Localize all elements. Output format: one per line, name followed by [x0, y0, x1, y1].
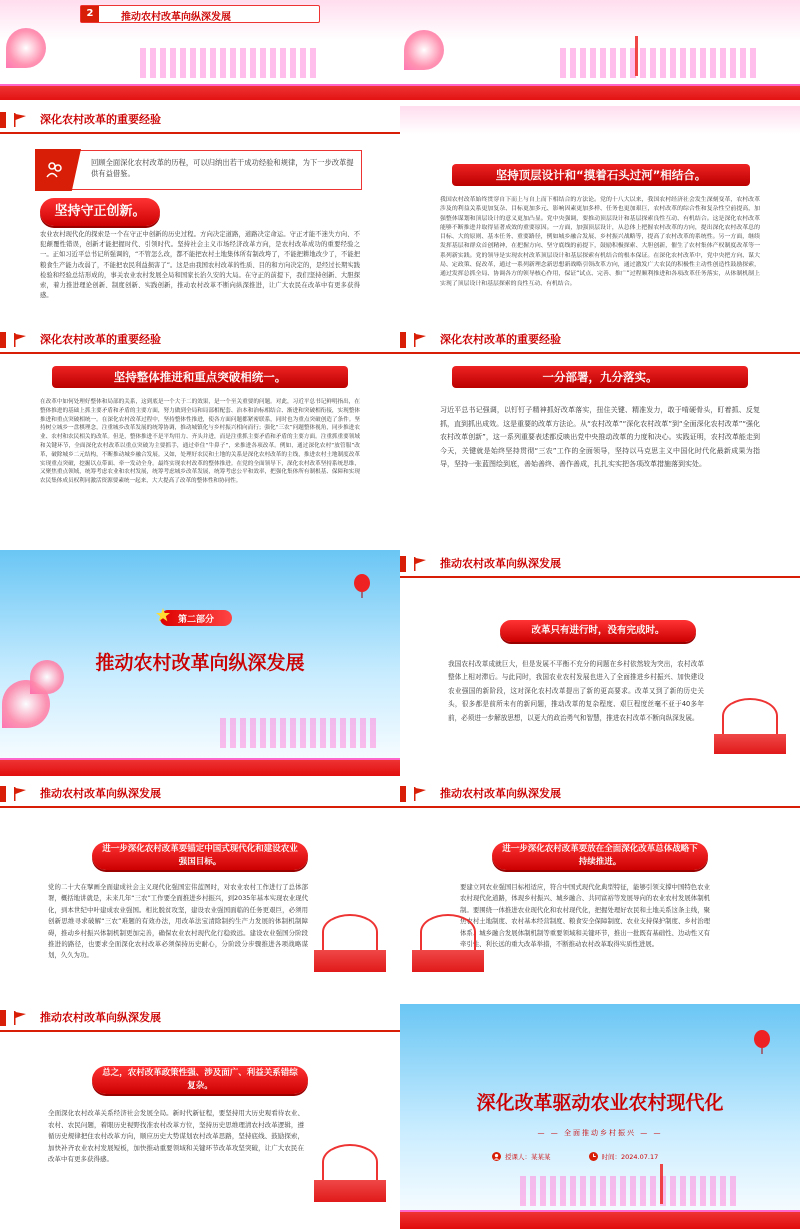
tiananmen-base — [714, 734, 786, 754]
tiananmen-decoration — [322, 914, 378, 950]
slide-body: 党的二十大在擘画全面建成社会主义现代化强国宏伟蓝图时，对农业农村工作进行了总体部署，概括地讲就是，未来几年“三农”工作要全面推进乡村振兴，到2035年基本实现农业现代化，到本世纪中叶建成农业强国。相比脱贫攻坚，建设农业强国面临的任务更艰巨，必须用创新思维寻求破解“三农”难题的有效办法，用改革法宝清除制约生产力发展的体制机制障碍，推动乡村振兴体制机制更加完善，确保农业农村现代化行稳致远。建设农业强国分阶段推进的路径，也要求全面深化农村改革必须保持历史耐心，分阶段分步骤推进各项战略谋划，久久为功。 — [48, 883, 308, 960]
flag-icon — [412, 786, 428, 802]
slide-1 — [0, 0, 400, 100]
slide-body: 在改革中如何处理好整体和局部的关系，这到底是一个大于二的效果，是一个至关重要的问题。对此，习近平总书记鲜明指出，在整体推进的基础上抓主要矛盾和矛盾的主要方面，努力做到全局和局部相配套、治本和治标相结合、渐进和突破相衔接，实现整体推进和重点突破相统一。在深化农村改革过程中，坚持整体性推进，使各方面问题都紧密联系，同时也为重点突破创造了条件。坚持树立城乡一盘棋理念，注重城乡改革发展的统筹协调，推动城镇化与乡村振兴相向而行；强化“三农”问题整体视角，同步推进农业、农村和农民相关的改革。但是，整体推进不是平均用力、齐头并进，而是注重抓主要矛盾和矛盾的主要方面。注重抓重要领域和关键环节，全面深化农村改革以重点突破为主要抓手，通过牵住“牛鼻子”，来推进各项改革。例如，通过深化农村“放管服”改革，破除城乡二元结构，不断推动城乡融合发展。又如，处理好农民和土地的关系是深化农村改革的主线，推进农村土地制度改革实现重点突破，挖掘以点带面、牵一发动全身。最终实现农村改革的整体推进。在党的全面领导下，深化农村改革坚持系统思维，又聚焦重点领域，统筹考虑农业和农村发展，统筹考虑城乡改革发展，统筹考虑公平和效率，把强化集体所有制根基、保障和实现农民集体成员权利同激活资源要素统一起来，大大提高了改革的整体性和协同性。 — [40, 399, 360, 485]
slide-header-title: 推动农村改革向纵深发展 — [40, 1011, 161, 1024]
slide-header-title: 推动农村改革向纵深发展 — [440, 557, 561, 570]
lily-decoration — [6, 28, 46, 68]
slide-9 — [0, 780, 400, 998]
header-bar — [0, 1010, 6, 1026]
tiananmen-base — [314, 1180, 386, 1202]
slide-10 — [400, 780, 800, 998]
slide-12 — [400, 1004, 800, 1229]
section-pill: 进一步深化农村改革要锚定中国式现代化和建设农业强国目标。 — [92, 842, 308, 870]
section-ribbon: 坚持整体推进和重点突破相统一。 — [52, 366, 348, 388]
section-number: 2 — [81, 6, 99, 22]
header-bar — [0, 332, 6, 348]
user-icon — [492, 1152, 501, 1161]
red-wave — [0, 742, 400, 776]
section-pill: 坚持守正创新。 — [40, 198, 160, 226]
flag-icon — [412, 332, 428, 348]
slide-header-title: 深化农村改革的重要经验 — [440, 333, 561, 346]
balloon-icon — [752, 1030, 772, 1054]
section-pill: 进一步深化农村改革要放在全面深化改革总体战略下持续推进。 — [492, 842, 708, 870]
slide-8 — [400, 550, 800, 776]
closing-subtitle: — — 全面推动乡村振兴 — — — [537, 1129, 663, 1137]
speaker-label: 授课人：某某某 — [505, 1153, 551, 1161]
section-pill: 改革只有进行时，没有完成时。 — [500, 620, 696, 642]
balloon-icon — [352, 574, 372, 598]
section-ribbon: 坚持顶层设计和“摸着石头过河”相结合。 — [452, 164, 750, 186]
slide-body: 全面深化农村改革关系经济社会发展全局。新时代新征程，要坚持用大历史观看待农业、农村、农民问题，着眼历史视野找准农村改革方位，坚持历史思维理清农村改革逻辑，遵循历史规律把住农村改革方向，顺应历史大势谋划农村改革思路，坚持底线、鼓励探索，加快补齐农业农村发展短板，加快推动重要领域和关键环节改革攻坚突破，让广大农民在改革中有更多获得感。 — [48, 1109, 304, 1164]
slide-header — [400, 106, 800, 134]
lily-decoration — [404, 30, 444, 70]
tiananmen-decoration — [322, 1144, 378, 1180]
section-badge — [160, 610, 232, 626]
slide-11 — [0, 1004, 400, 1229]
slide-body: 我国农村改革成就巨大，但是发展不平衡不充分的问题在乡村依然较为突出，农村改革整体上相对滞后。与此同时，我国农业农村发展也进入了全面推进乡村振兴、加快建设农业强国的新阶段，这对深化农村改革提出了新的更高要求。改革又到了新的历史关头，很多都是前所未有的新问题，推动改革的复杂程度、艰巨程度丝毫不亚于40多年前，必须进一步解放思想，以更大的政治勇气和智慧，推进农村改革不断向纵深发展。 — [448, 660, 704, 722]
section-pill: 总之，农村改革政策性强、涉及面广、利益关系错综复杂。 — [92, 1066, 308, 1094]
slide-6 — [400, 326, 800, 546]
slide-1-title: 推动农村改革向纵深发展 — [121, 12, 231, 23]
slide-header — [400, 780, 800, 808]
slide-header-title: 深化农村改革的重要经验 — [40, 333, 161, 346]
intro-icon-block — [35, 149, 81, 191]
red-wave — [0, 68, 400, 100]
slide-body: 要建立同农业强国目标相适应，符合中国式现代化典型特征，能够引领支撑中国特色农业农村现代化道路，体现乡村振兴、城乡融合、共同富裕等发展导向的农业农村发展体制机制。要围绕一体推进农业现代化和农村现代化，把握处理好农民和土地关系这条主线，聚焦农村土地制度、农村基本经营制度、粮食安全保障制度、农业支持保护制度、乡村治理体系、城乡融合发展体制机制等重要领域和关键环节，推出一批既有基础性、边动性又有牵引性、利长远的重大改革举措，不断推动农村改革取得实质性进展。 — [460, 883, 710, 949]
header-bar — [400, 786, 406, 802]
slide-3 — [0, 106, 400, 322]
slide-header — [0, 780, 400, 808]
red-wave — [400, 1194, 800, 1229]
time-item — [589, 1152, 659, 1161]
meta-row — [492, 1152, 658, 1161]
slide-body: 我国农村改革始终贯穿自下而上与自上而下相结合的方法论。党的十八大以来，我国农村经济社会发生深刻变革，农村改革涉及的利益关系更加复杂、目标更加多元、影响因素更加多样、任务也更加艰巨，农村改革的综合性和复杂性空前提高，加强整体谋划和顶层设计的意义更加凸显。党中央强调，要推动顶层设计和基层探索良性互动、有机结合。这是深化农村改革能够不断推进并取得显著成效的重要原因。一方面，加强顶层设计，从总体上把握农村改革的方向，提出深化农村改革总的目标、大的原则、基本任务、重要路径，例如城乡融合发展、乡村振兴战略等，提高了农村改革的系统性。另一方面，继续发挥基层和群众首创精神，在把握方向、坚守底线的前提下，鼓励积极探索、大胆创新，催生了农村集体产权制度改革等一系列新实践。党的领导是实现农村改革顶层设计和基层探索有机结合的根本保证。在深化农村改革中，党中央把方向、谋大局、定政策、促改革，通过一系列新理念新思想新战略引领改革方向，通过激发广大农民的积极性主动性创造性鼓励探索，通过发挥总抓全局、协调各方的领导核心作用，保证“试点、完善、推广”过程顺利推进和各项改革任务落实，从体制机制上实现了顶层设计和基层探索的良性互动、有机结合。 — [440, 197, 760, 287]
tiananmen-base — [412, 950, 484, 972]
slide-header — [0, 106, 400, 134]
tiananmen-decoration — [420, 914, 476, 950]
slide-header-title: 深化农村改革的重要经验 — [40, 113, 161, 126]
section-title: 推动农村改革向纵深发展 — [95, 652, 305, 674]
flag-icon — [12, 112, 28, 128]
slide-body: 习近平总书记强调，以钉钉子精神抓好改革落实，扭住关键、精准发力，敢于啃硬骨头，盯着抓、反复抓，直到抓出成效。这是重要的改革方法论。从“农村改革”“深化农村改革”到“全面深化农村改革”“强化农村改革创新”，这一系列重要表述都反映出党中央推动改革的力度和决心。实践证明，农村改革能走到今天，关键就是始终坚持贯彻“三农”工作的全面领导，坚持以马克思主义中国化时代化最新成果为指导，坚持一张蓝图绘到底，善始善终、善作善成，扎扎实实把各项改革措施落到实处。 — [440, 406, 760, 468]
user-group-icon — [45, 159, 65, 179]
header-bar — [400, 332, 406, 348]
slide-1-title-box — [80, 5, 320, 23]
slide-7 — [0, 550, 400, 776]
intro-text: 回顾全面深化农村改革的历程，可以归纳出若干成功经验和规律，为下一步改革提供有益借鉴。 — [91, 158, 354, 178]
intro-box — [36, 150, 362, 190]
header-bar — [0, 786, 6, 802]
slide-2 — [400, 0, 800, 100]
slide-header-title: 推动农村改革向纵深发展 — [40, 787, 161, 800]
time-label: 时间：2024.07.17 — [601, 1153, 659, 1161]
red-wave — [400, 68, 800, 100]
slide-header-title: 推动农村改革向纵深发展 — [440, 787, 561, 800]
tiananmen-decoration — [722, 698, 778, 734]
slide-5 — [0, 326, 400, 546]
slide-header — [400, 326, 800, 354]
slide-header — [400, 550, 800, 578]
slide-4 — [400, 106, 800, 322]
header-bar — [400, 556, 406, 572]
speaker-item — [492, 1152, 551, 1161]
closing-title: 深化改革驱动农业农村现代化 — [476, 1092, 724, 1114]
flag-icon — [412, 556, 428, 572]
clock-icon — [589, 1152, 598, 1161]
section-ribbon: 一分部署，九分落实。 — [452, 366, 748, 388]
flag-icon — [12, 786, 28, 802]
slide-header — [0, 326, 400, 354]
slide-header — [0, 1004, 400, 1032]
slide-body: 农业农村现代化的探索是一个在守正中创新的历史过程。方向决定道路，道路决定命运。守正才能不迷失方向、不犯颠覆性错误，创新才能把握时代、引领时代。坚持社会主义市场经济改革方向，是农村改革成功的重要经验之一。正如习近平总书记所强调的，“不管怎么改，都不能把农村土地集体所有制改垮了，不能把耕地改少了，不能把粮食生产能力改弱了，不能把农民利益损害了”。这是由我国农村改革的性质、目的和方向决定的，是经过长期实践检验和经验总结形成的，事关农业农村发展全局和国家长治久安的大局。在守正的前提下，我们坚持创新、大胆探索，着力推进理论创新、制度创新、实践创新，推动农村改革不断向纵深推进，让广大农民在改革中有更多获得感。 — [40, 231, 360, 300]
tiananmen-base — [314, 950, 386, 972]
section-badge-label: 第二部分 — [178, 615, 215, 625]
star-icon — [156, 608, 170, 622]
header-bar — [0, 112, 6, 128]
flag-icon — [12, 332, 28, 348]
flag-icon — [12, 1010, 28, 1026]
